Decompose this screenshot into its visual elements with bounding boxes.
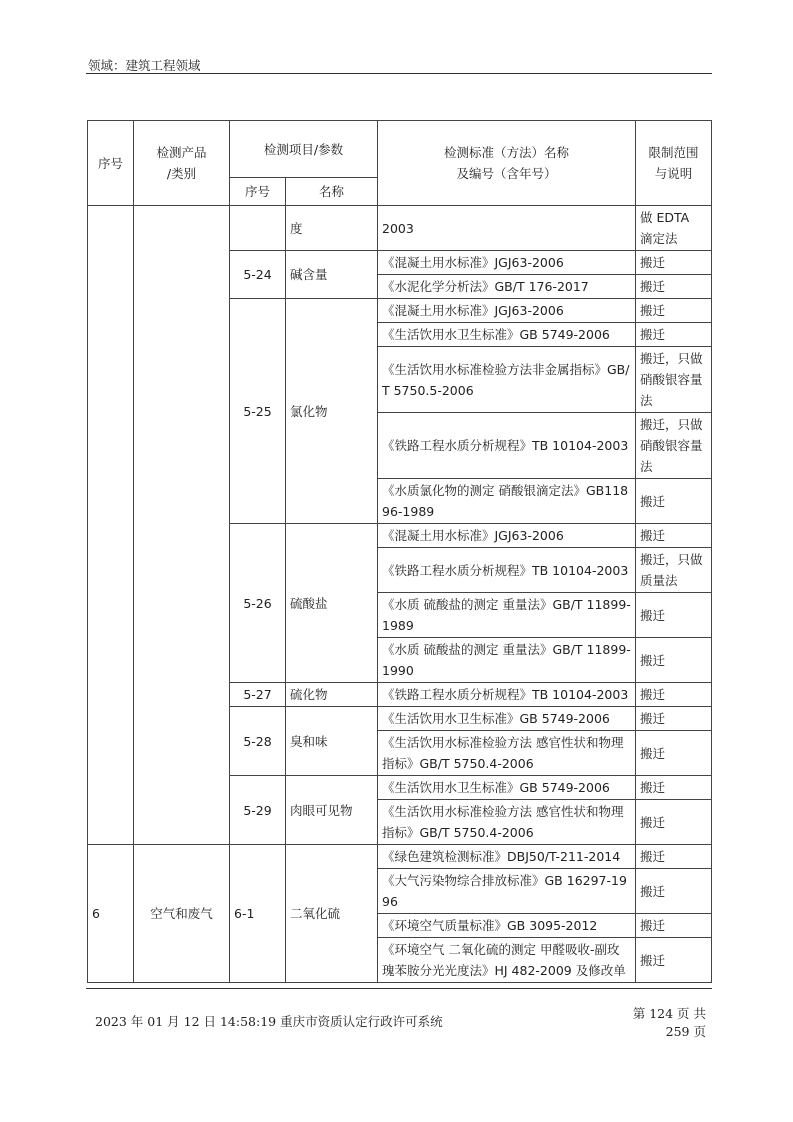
col-header-item-name: 名称 <box>286 178 378 206</box>
item-seq: 5-25 <box>230 299 286 524</box>
limit-cell: 搬迁 <box>636 869 712 914</box>
item-name: 氯化物 <box>286 299 378 524</box>
standards-table <box>87 120 712 983</box>
limit-cell: 搬迁 <box>636 275 712 299</box>
limit-cell: 搬迁，只做硝酸银容量法 <box>636 413 712 479</box>
limit-cell: 搬迁 <box>636 776 712 800</box>
standard-cell: 《铁路工程水质分析规程》TB 10104-2003 <box>378 548 636 593</box>
footer-page-number: 第 124 页 共 259 页 <box>632 1006 706 1039</box>
col-header-standard: 检测标准（方法）名称 及编号（含年号） <box>378 121 636 206</box>
table-row <box>88 206 712 251</box>
limit-cell: 搬迁 <box>636 731 712 776</box>
footer-timestamp: 2023 年 01 月 12 日 14:58:19 重庆市资质认定行政许可系统 <box>95 1014 443 1029</box>
group-product: 空气和废气 <box>134 845 230 983</box>
col-header-item: 检测项目/参数 <box>230 121 378 178</box>
standard-cell: 《生活饮用水卫生标准》GB 5749-2006 <box>378 707 636 731</box>
footer-divider <box>86 988 712 989</box>
limit-cell: 搬迁 <box>636 800 712 845</box>
item-name: 硫化物 <box>286 683 378 707</box>
item-seq: 5-27 <box>230 683 286 707</box>
limit-cell: 搬迁 <box>636 524 712 548</box>
item-seq: 5-29 <box>230 776 286 845</box>
group-5-product-cell <box>134 206 230 845</box>
item-seq <box>230 206 286 251</box>
item-name: 度 <box>286 206 378 251</box>
limit-cell: 做 EDTA 滴定法 <box>636 206 712 251</box>
limit-cell: 搬迁 <box>636 299 712 323</box>
item-name: 肉眼可见物 <box>286 776 378 845</box>
standard-cell: 《水质 硫酸盐的测定 重量法》GB/T 11899-1989 <box>378 593 636 638</box>
standard-cell: 《铁路工程水质分析规程》TB 10104-2003 <box>378 683 636 707</box>
group-5-seq-cell <box>88 206 134 845</box>
col-header-seq: 序号 <box>88 121 134 206</box>
item-name: 二氧化硫 <box>286 845 378 983</box>
limit-cell: 搬迁 <box>636 938 712 983</box>
item-name: 硫酸盐 <box>286 524 378 683</box>
page-header: 领域：建筑工程领域 <box>88 58 201 73</box>
item-seq: 6-1 <box>230 845 286 983</box>
item-seq: 5-24 <box>230 251 286 299</box>
item-seq: 5-26 <box>230 524 286 683</box>
item-seq: 5-28 <box>230 707 286 776</box>
col-header-limit: 限制范围 与说明 <box>636 121 712 206</box>
standard-cell: 《混凝土用水标准》JGJ63-2006 <box>378 524 636 548</box>
standard-cell: 《铁路工程水质分析规程》TB 10104-2003 <box>378 413 636 479</box>
table-row <box>88 845 712 869</box>
standard-cell: 《生活饮用水标准检验方法 感官性状和物理指标》GB/T 5750.4-2006 <box>378 731 636 776</box>
limit-cell: 搬迁，只做质量法 <box>636 548 712 593</box>
limit-cell: 搬迁 <box>636 845 712 869</box>
limit-cell: 搬迁 <box>636 323 712 347</box>
standard-cell: 《生活饮用水标准检验方法 感官性状和物理指标》GB/T 5750.4-2006 <box>378 800 636 845</box>
col-header-item-seq: 序号 <box>230 178 286 206</box>
group-6-rows <box>88 845 712 983</box>
standard-cell: 《生活饮用水卫生标准》GB 5749-2006 <box>378 323 636 347</box>
limit-cell: 搬迁 <box>636 914 712 938</box>
standard-cell: 《绿色建筑检测标准》DBJ50/T-211-2014 <box>378 845 636 869</box>
limit-cell: 搬迁 <box>636 638 712 683</box>
group-seq: 6 <box>88 845 134 983</box>
standard-cell: 《大气污染物综合排放标准》GB 16297-1996 <box>378 869 636 914</box>
standard-cell: 《环境空气 二氧化硫的测定 甲醛吸收-副玫瑰苯胺分光光度法》HJ 482-2009 及修改单 <box>378 938 636 983</box>
limit-cell: 搬迁 <box>636 593 712 638</box>
standard-cell: 《混凝土用水标准》JGJ63-2006 <box>378 299 636 323</box>
limit-cell: 搬迁 <box>636 479 712 524</box>
item-name: 碱含量 <box>286 251 378 299</box>
standard-cell: 《混凝土用水标准》JGJ63-2006 <box>378 251 636 275</box>
limit-cell: 搬迁 <box>636 683 712 707</box>
standard-cell: 《环境空气质量标准》GB 3095-2012 <box>378 914 636 938</box>
standard-cell: 《生活饮用水卫生标准》GB 5749-2006 <box>378 776 636 800</box>
col-header-product: 检测产品 /类别 <box>134 121 230 206</box>
limit-cell: 搬迁 <box>636 251 712 275</box>
standard-cell: 《水泥化学分析法》GB/T 176-2017 <box>378 275 636 299</box>
standard-cell: 《水质氯化物的测定 硝酸银滴定法》GB11896-1989 <box>378 479 636 524</box>
header-divider <box>86 73 712 74</box>
standard-cell: 2003 <box>378 206 636 251</box>
standard-cell: 《生活饮用水标准检验方法非金属指标》GB/T 5750.5-2006 <box>378 347 636 413</box>
limit-cell: 搬迁，只做硝酸银容量法 <box>636 347 712 413</box>
limit-cell: 搬迁 <box>636 707 712 731</box>
group-5-rows <box>88 206 712 845</box>
item-name: 臭和味 <box>286 707 378 776</box>
standard-cell: 《水质 硫酸盐的测定 重量法》GB/T 11899-1990 <box>378 638 636 683</box>
